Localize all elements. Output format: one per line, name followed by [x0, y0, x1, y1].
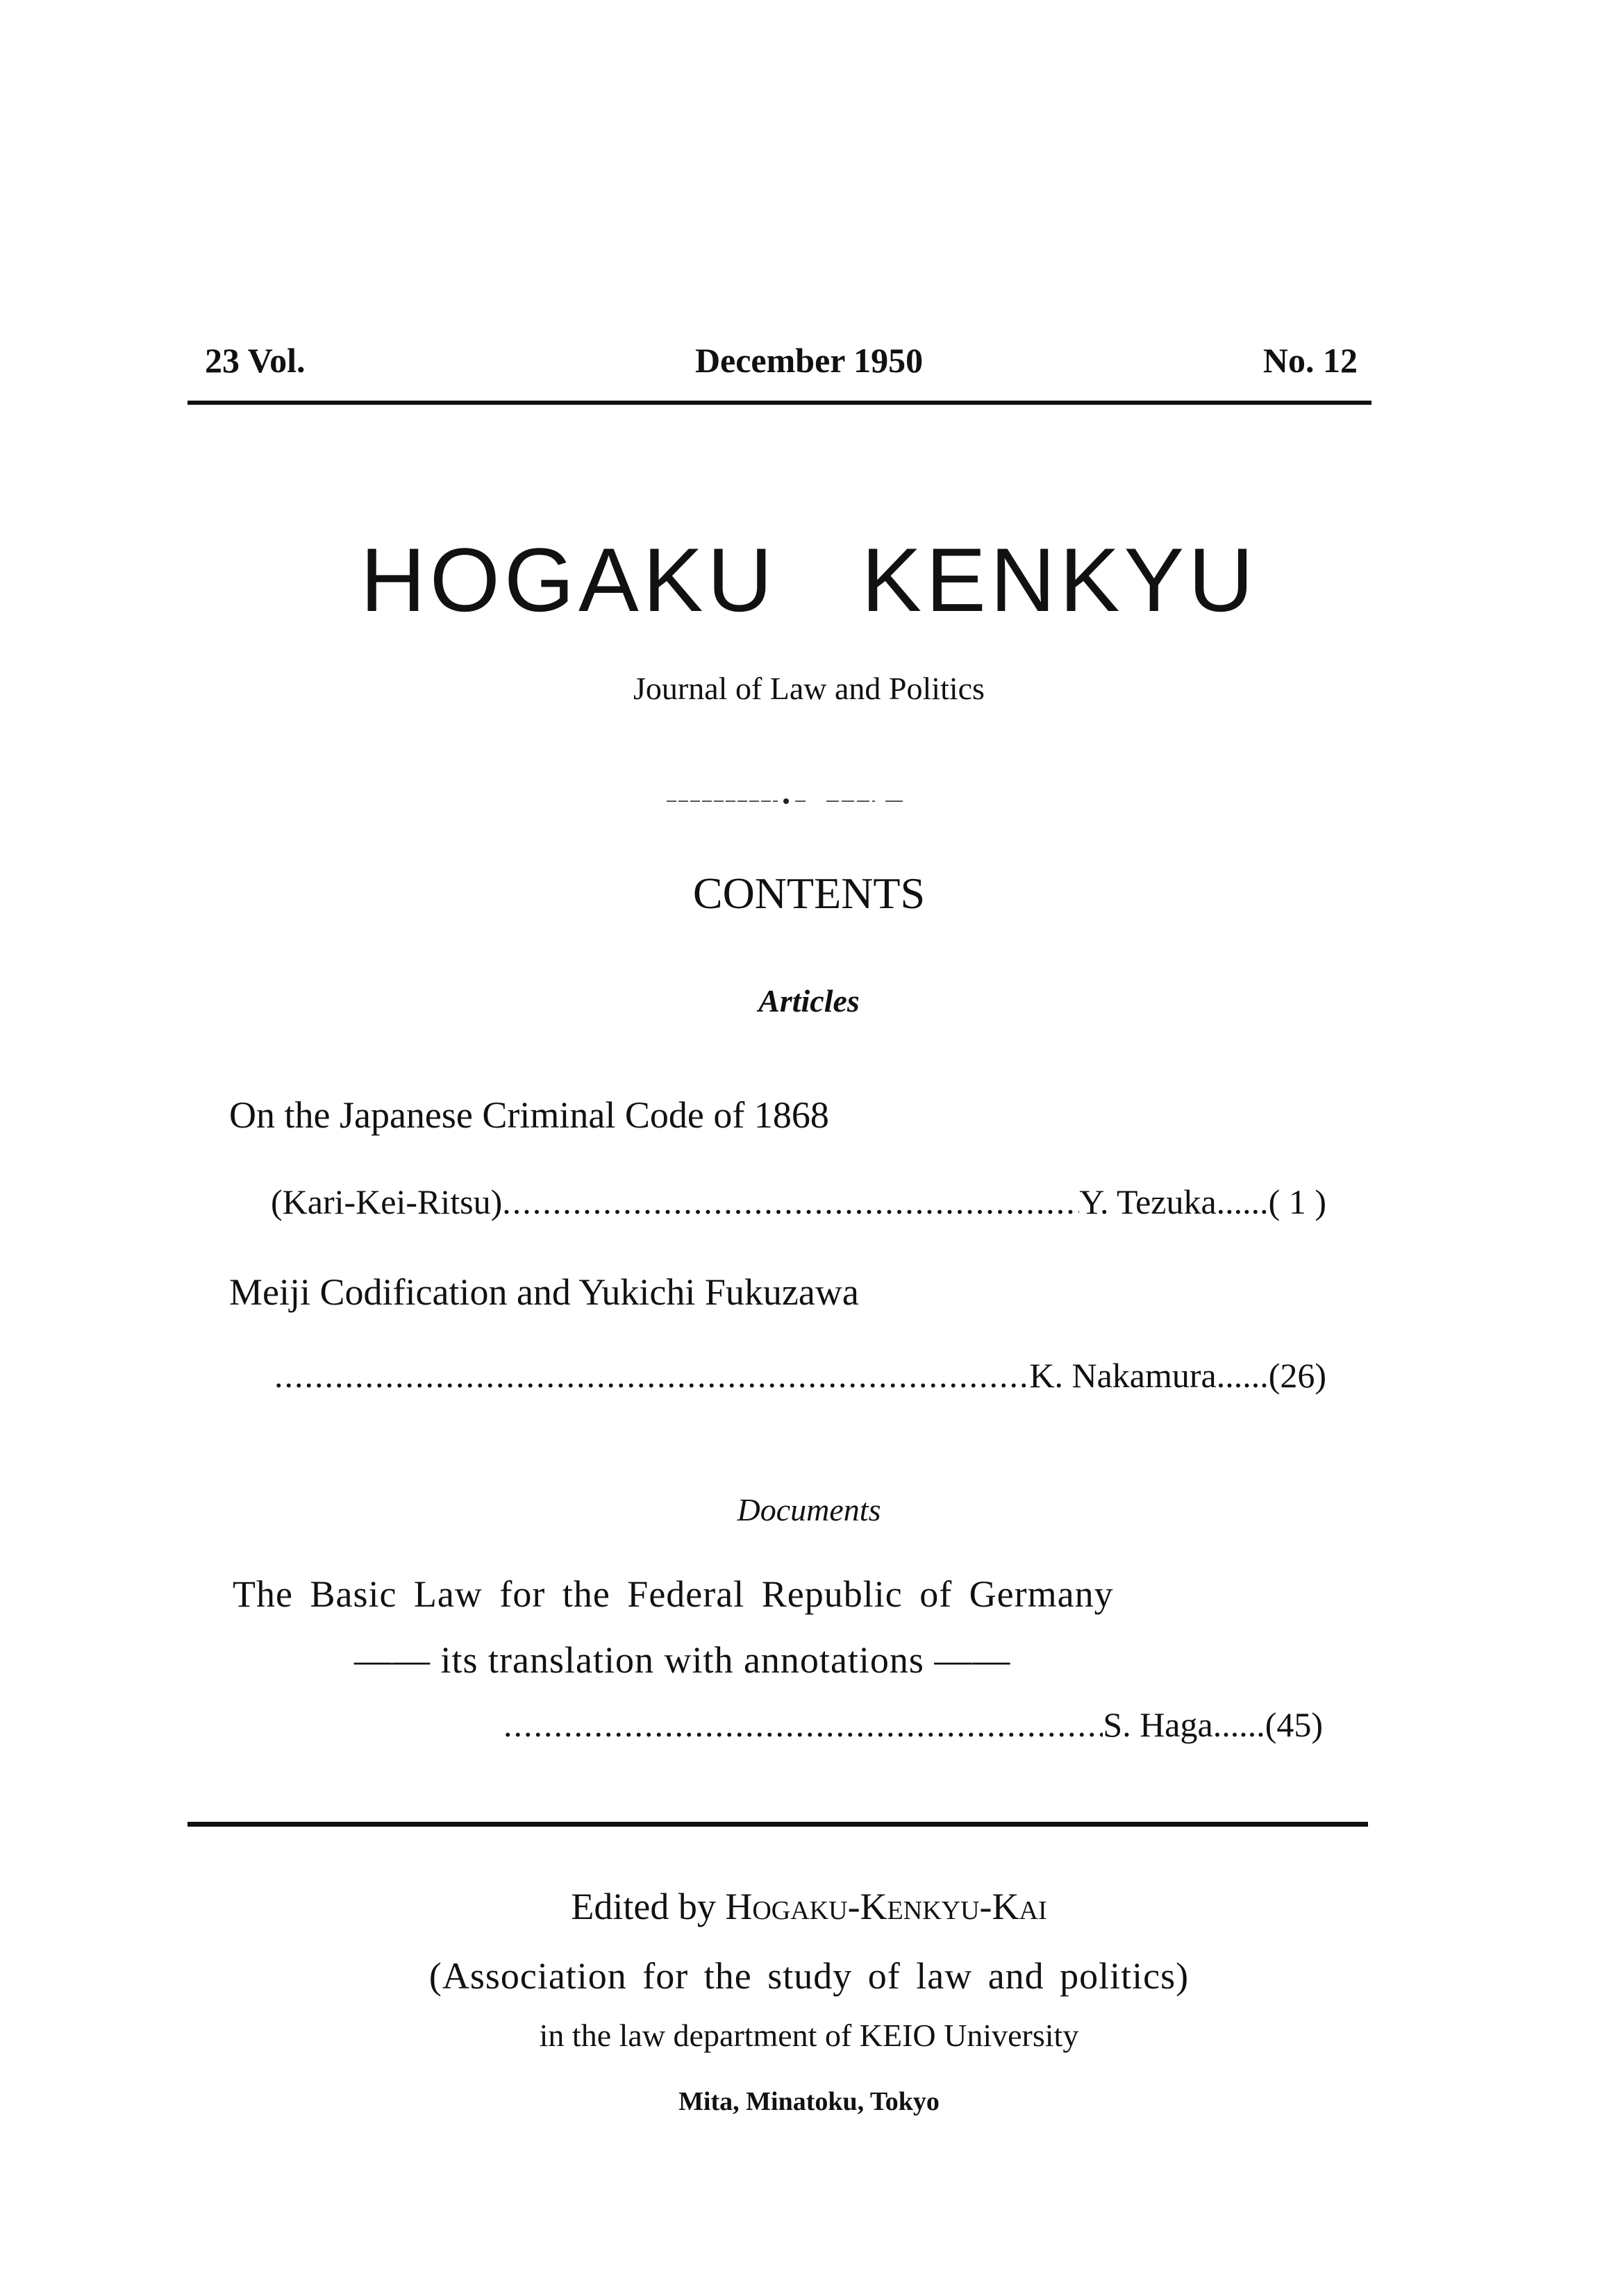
journal-title: HOGAKU KENKYU	[360, 529, 1258, 630]
ornament-divider	[667, 797, 903, 805]
association-line: (Association for the study of law and politics)	[428, 1955, 1190, 1997]
journal-subtitle: Journal of Law and Politics	[633, 671, 985, 706]
volume-number: 23 Vol.	[205, 341, 306, 380]
article-1-subtitle: (Kari-Kei-Ritsu)	[271, 1182, 503, 1221]
department-line: in the law department of KEIO University	[539, 2018, 1079, 2053]
issue-number: No. 12	[1262, 341, 1358, 380]
dot-leader	[503, 1704, 1103, 1745]
editor-name: Hogaku-Kenkyu-Kai	[725, 1886, 1047, 1927]
article-1-leader-line	[271, 1182, 1326, 1222]
document-1-subtitle: —— its translation with annotations ——	[354, 1639, 1011, 1681]
articles-section-label: Articles	[758, 983, 860, 1019]
article-2-author-page: K. Nakamura......(26)	[1029, 1356, 1326, 1395]
article-1-title: On the Japanese Criminal Code of 1868	[229, 1094, 829, 1136]
edited-by-label: Edited by	[571, 1886, 716, 1927]
document-1-author-page: S. Haga......(45)	[1103, 1705, 1323, 1744]
edited-by-line	[0, 1885, 1618, 1928]
dot-leader	[502, 1182, 1079, 1222]
document-1-title: The Basic Law for the Federal Republic of Germany	[233, 1573, 1114, 1615]
article-1-author-page: Y. Tezuka......( 1 )	[1079, 1182, 1326, 1221]
footer-rule	[187, 1822, 1368, 1827]
documents-section-label: Documents	[737, 1492, 881, 1527]
issue-date: December 1950	[694, 341, 924, 380]
contents-heading: CONTENTS	[692, 869, 926, 918]
article-2-leader-line	[274, 1355, 1326, 1396]
document-1-leader-line	[503, 1704, 1323, 1745]
article-2-title: Meiji Codification and Yukichi Fukuzawa	[229, 1271, 859, 1313]
dot-leader	[274, 1355, 1029, 1396]
header-rule	[187, 401, 1371, 405]
address-line: Mita, Minatoku, Tokyo	[678, 2087, 940, 2116]
